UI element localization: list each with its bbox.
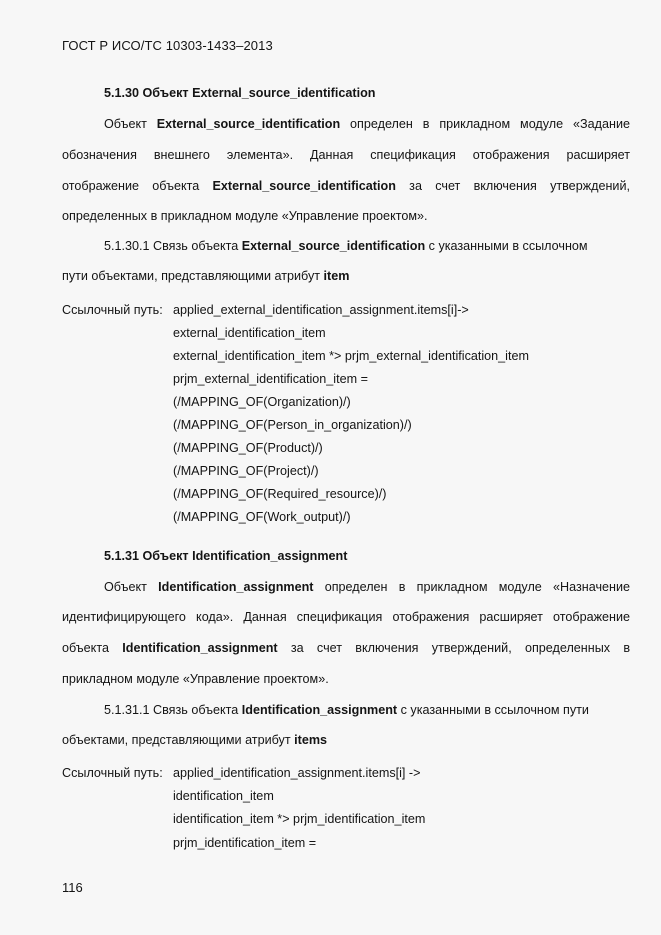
text-run: за счет включения утверждений, xyxy=(409,179,630,193)
entity-name: External_source_identification xyxy=(241,239,426,253)
paragraph-line xyxy=(62,640,630,656)
text-run: определен в прикладном модуле «Назначение xyxy=(324,580,631,594)
reference-path-line: (/MAPPING_OF(Work_output)/) xyxy=(173,510,351,524)
reference-path-line: (/MAPPING_OF(Project)/) xyxy=(173,464,319,478)
attribute-name: items xyxy=(294,733,328,747)
subsection-heading-5-1-31-1 xyxy=(104,702,589,718)
paragraph-line: определенных в прикладном модуле «Управление проектом». xyxy=(62,209,428,223)
reference-path-line: (/MAPPING_OF(Person_in_organization)/) xyxy=(173,418,412,432)
heading-word: Объект xyxy=(142,549,189,563)
reference-path-line: (/MAPPING_OF(Required_resource)/) xyxy=(173,487,387,501)
reference-path-line: prjm_identification_item = xyxy=(173,836,317,850)
reference-path-line: identification_item *> prjm_identification_item xyxy=(173,812,426,826)
entity-name: External_source_identification xyxy=(212,179,396,193)
reference-path-line: external_identification_item *> prjm_external_identification_item xyxy=(173,349,529,363)
reference-path-label: Ссылочный путь: xyxy=(62,766,163,780)
reference-path-label: Ссылочный путь: xyxy=(62,303,163,317)
section-heading-5-1-30 xyxy=(104,85,375,101)
text-run: Объект xyxy=(104,117,147,131)
reference-path-line: identification_item xyxy=(173,789,274,803)
text-run: объекта xyxy=(62,641,109,655)
text-run: Объект xyxy=(104,580,147,594)
subsection-line xyxy=(62,732,630,748)
paragraph-line: прикладном модуле «Управление проектом». xyxy=(62,672,329,686)
text-run: 5.1.31.1 Связь объекта xyxy=(104,703,239,717)
paragraph-line xyxy=(62,178,630,194)
heading-entity-name: Identification_assignment xyxy=(192,549,348,563)
document-header: ГОСТ Р ИСО/ТС 10303-1433–2013 xyxy=(62,38,273,53)
entity-name: Identification_assignment xyxy=(122,641,278,655)
text-run: с указанными в ссылочном пути xyxy=(400,703,589,717)
subsection-heading-5-1-30-1 xyxy=(104,238,588,254)
text-run: с указанными в ссылочном xyxy=(428,239,588,253)
reference-path-line: prjm_external_identification_item = xyxy=(173,372,368,386)
reference-path-line: (/MAPPING_OF(Product)/) xyxy=(173,441,323,455)
paragraph-line xyxy=(62,579,630,595)
text-run: за счет включения утверждений, определенных в xyxy=(290,641,631,655)
subsection-line xyxy=(62,268,630,284)
paragraph-line xyxy=(62,116,630,132)
paragraph-line: идентифицирующего кода». Данная спецификация отображения расширяет отображение xyxy=(62,610,630,624)
text-run: 5.1.30.1 Связь объекта xyxy=(104,239,239,253)
section-heading-5-1-31 xyxy=(104,548,347,564)
heading-entity-name: External_source_identification xyxy=(192,86,376,100)
text-run: отображение объекта xyxy=(62,179,200,193)
reference-path-line: (/MAPPING_OF(Organization)/) xyxy=(173,395,351,409)
heading-number: 5.1.30 xyxy=(104,86,140,100)
entity-name: Identification_assignment xyxy=(158,580,314,594)
text-run: объектами, представляющими атрибут xyxy=(62,733,291,747)
reference-path-line: applied_identification_assignment.items[i] -> xyxy=(173,766,421,780)
heading-number: 5.1.31 xyxy=(104,549,140,563)
page-number: 116 xyxy=(62,880,83,895)
text-run: определен в прикладном модуле «Задание xyxy=(350,117,630,131)
reference-path-line: applied_external_identification_assignment.items[i]-> xyxy=(173,303,469,317)
entity-name: External_source_identification xyxy=(156,117,341,131)
reference-path-line: external_identification_item xyxy=(173,326,326,340)
paragraph-line: обозначения внешнего элемента». Данная спецификация отображения расширяет xyxy=(62,148,630,162)
entity-name: Identification_assignment xyxy=(241,703,398,717)
heading-word: Объект xyxy=(142,86,189,100)
attribute-name: item xyxy=(323,269,350,283)
text-run: пути объектами, представляющими атрибут xyxy=(62,269,321,283)
